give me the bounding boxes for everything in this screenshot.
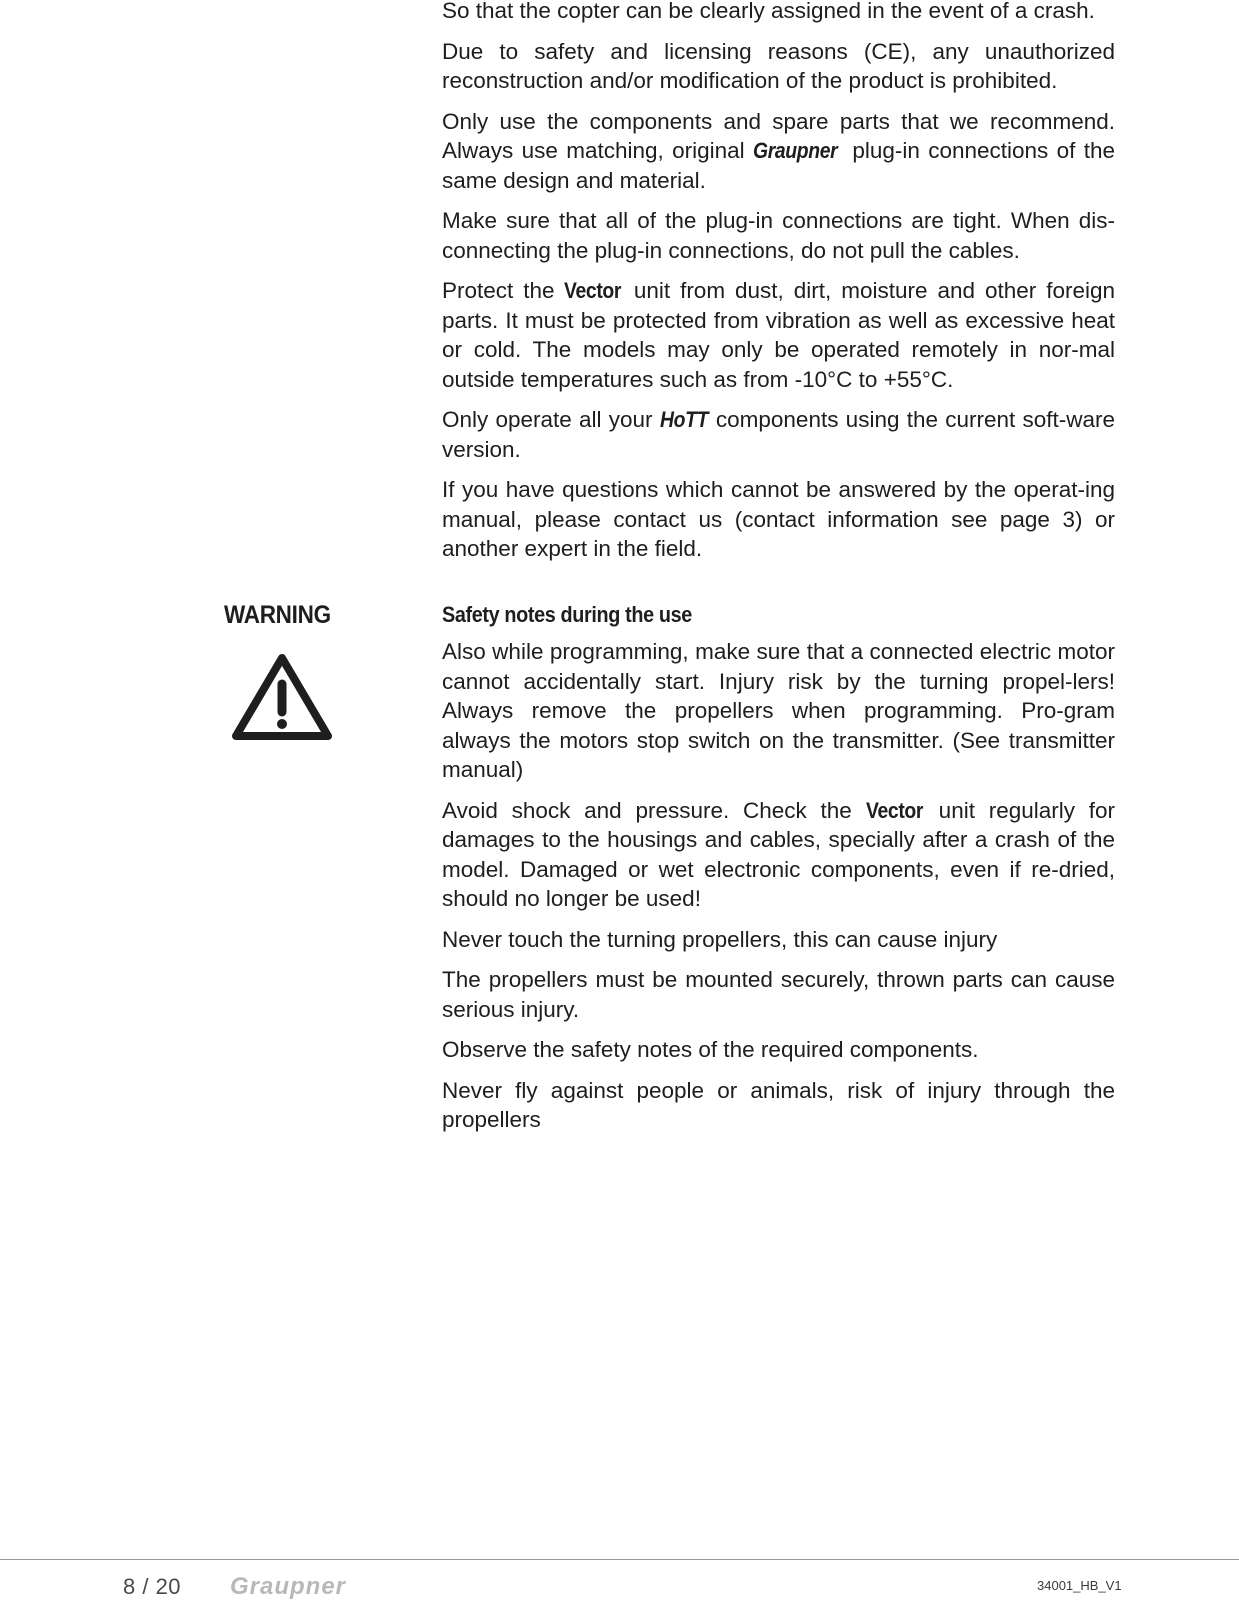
paragraph-protect-unit — [442, 276, 1115, 394]
paragraph-components — [442, 107, 1115, 196]
paragraph-crash-assignment: So that the copter can be clearly assigned in the event of a crash. — [442, 0, 1095, 23]
paragraph-protect-text-a: Protect the — [442, 278, 565, 303]
warning-programming: Also while programming, make sure that a connected electric motor cannot accidentally start. Injury risk by the turning propel-lers! Always remove the propellers when programming. Pro-gram always the motors stop switch on the transmitter. (See transmitter manual) — [442, 639, 1115, 782]
paragraph-software-text-a: Only operate all your — [442, 407, 660, 432]
footer-divider — [0, 1559, 1239, 1560]
paragraph-components-text-b: plug-in connections of the same design and material. — [442, 138, 1115, 193]
main-text-column — [442, 0, 1115, 1146]
vector-keyword: Vector — [564, 278, 622, 303]
warning-shock-text-a: Avoid shock and pressure. Check the — [442, 797, 866, 823]
warning-observe-notes: Observe the safety notes of the required components. — [442, 1037, 979, 1062]
document-code: 34001_HB_V1 — [1037, 1578, 1122, 1593]
paragraph-software — [442, 405, 1115, 464]
vector-keyword-2: Vector — [865, 797, 923, 823]
safety-notes-heading: Safety notes during the use — [442, 601, 692, 627]
paragraph-plug-connections: Make sure that all of the plug-in connections are tight. When dis-connecting the plug-in connections, do not pull the cables. — [442, 208, 1115, 263]
warning-mount-propellers: The propellers must be mounted securely, thrown parts can cause serious injury. — [442, 967, 1115, 1022]
warning-label: WARNING — [224, 601, 331, 629]
warning-fly-people: Never fly against people or animals, risk of injury through the propellers — [442, 1077, 1115, 1132]
paragraph-components-text-a: Only use the components and spare parts that we recommend. Always use matching, original — [442, 108, 1115, 163]
warning-shock — [442, 796, 1115, 914]
hott-keyword: HoTT — [659, 407, 708, 432]
paragraph-licensing: Due to safety and licensing reasons (CE), any unauthorized reconstruction and/or modification of the product is prohibited. — [442, 38, 1115, 93]
graupner-logo: Graupner — [230, 1573, 347, 1600]
warning-touch-propellers: Never touch the turning propellers, this can cause injury — [442, 926, 998, 952]
paragraph-questions: If you have questions which cannot be answered by the operat-ing manual, please contact us (contact information see page 3) or another expert in the field. — [442, 477, 1115, 561]
warning-shock-text-b: unit regularly for damages to the housings and cables, specially after a crash of the model. Damaged or wet electronic components, even if re-dried, should no longer be used! — [442, 797, 1116, 911]
graupner-brand: Graupner — [752, 138, 838, 163]
page-number: 8 / 20 — [123, 1574, 182, 1599]
paragraph-protect-text-b: unit from dust, dirt, moisture and other foreign parts. It must be protected from vibration as well as excessive heat or cold. The models may only be operated remotely in nor-mal outside temperatures such as from -10°C to +55°C. — [442, 278, 1115, 392]
warning-triangle-icon — [230, 652, 334, 744]
paragraph-software-text-b: components using the current soft-ware version. — [442, 407, 1115, 462]
